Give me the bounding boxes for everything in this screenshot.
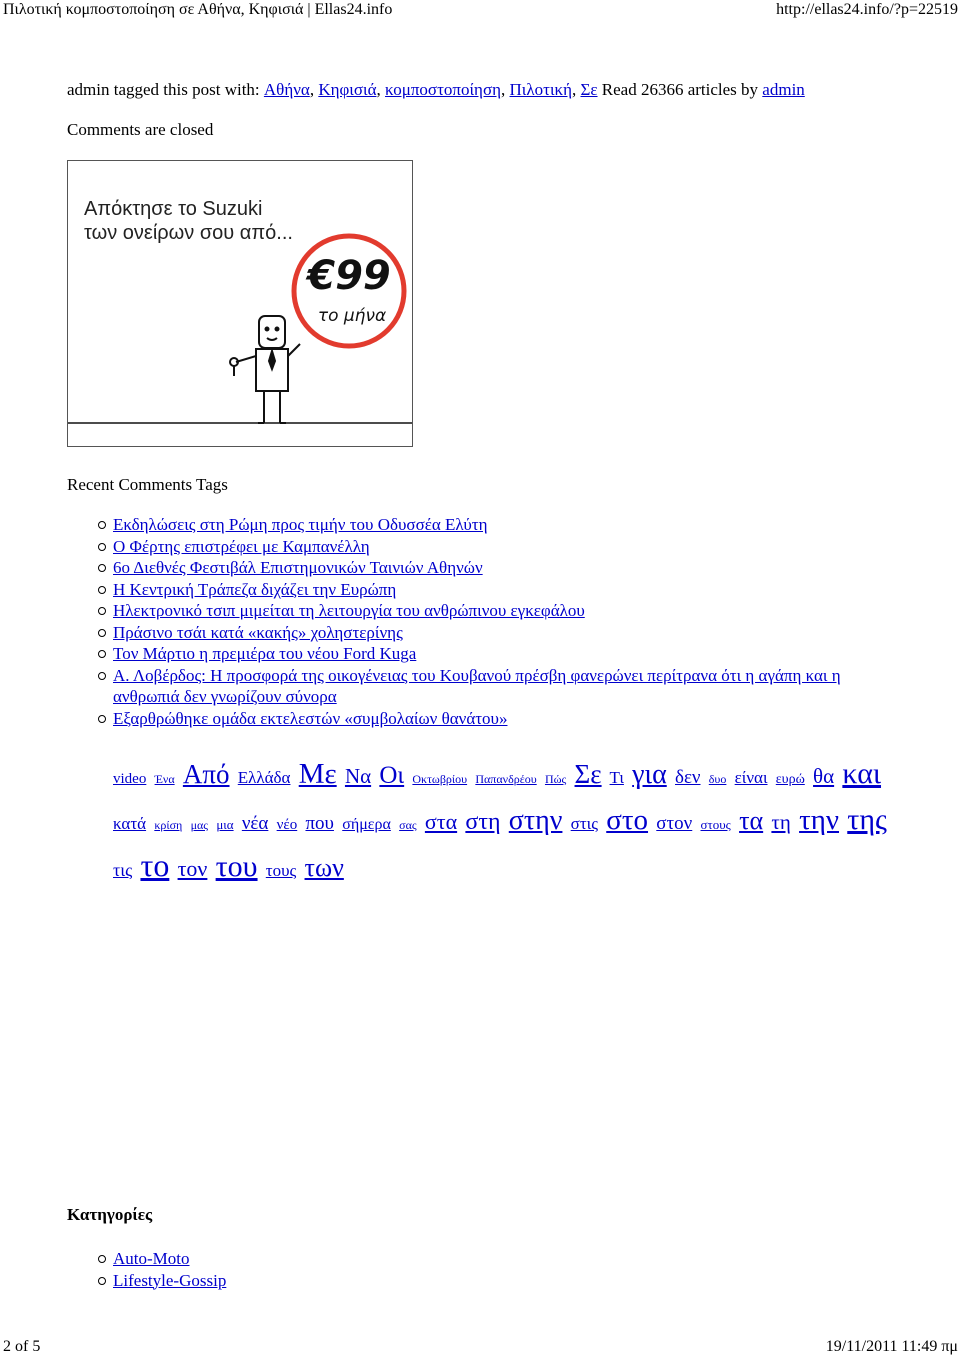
list-item — [113, 665, 883, 708]
category-link-lifestyle-gossip[interactable]: Lifestyle-Gossip — [113, 1270, 227, 1290]
print-footer — [0, 1337, 960, 1357]
print-datetime: 19/11/2011 11:49 πμ — [825, 1338, 958, 1355]
recent-post-link[interactable]: Τον Μάρτιο η πρεμιέρα του νέου Ford Kuga — [113, 644, 417, 663]
tag-cloud-link[interactable]: κρίση — [154, 818, 183, 832]
recent-post-link[interactable]: Α. Λοβέρδος: Η προσφορά της οικογένειας του Κουβανού πρέσβη φανερώνει περίτρανα ότι η αγάπη και η ανθρωπιά δεν γνωρίζουν σύνορα — [113, 665, 841, 706]
recent-post-link[interactable]: Πράσινο τσάι κατά «κακής» χοληστερίνης — [113, 622, 403, 642]
recent-post-link[interactable]: 6ο Διεθνές Φεστιβάλ Επιστημονικών Ταινιών Αθηνών — [113, 558, 483, 577]
list-item — [113, 622, 883, 644]
tag-cloud-link[interactable]: που — [305, 813, 334, 834]
tag-cloud-link[interactable]: Τι — [609, 768, 624, 787]
tag-cloud — [113, 754, 893, 891]
tag-link-pilotiki[interactable]: Πιλοτική — [509, 80, 572, 99]
tag-link-athina[interactable]: Αθήνα — [263, 80, 310, 99]
tag-cloud-link[interactable]: τον — [177, 856, 208, 881]
tag-cloud-link[interactable]: σας — [399, 818, 417, 832]
tag-cloud-link[interactable]: κατά — [113, 814, 147, 833]
tag-cloud-link[interactable]: Πώς — [544, 772, 567, 786]
tag-cloud-link[interactable]: Με — [298, 758, 337, 790]
tag-cloud-link[interactable]: είναι — [734, 768, 768, 787]
author-link[interactable]: admin — [762, 80, 805, 99]
page-number: 2 of 5 — [3, 1338, 41, 1355]
ad-price: €99 — [307, 253, 391, 299]
tag-cloud-link[interactable]: video — [113, 771, 147, 787]
page-url: http://ellas24.info/?p=22519 — [776, 1, 958, 18]
tag-cloud-link[interactable]: μια — [216, 817, 234, 832]
list-item — [113, 579, 883, 601]
tag-cloud-link[interactable]: τους — [265, 861, 297, 880]
list-item — [113, 536, 883, 558]
read-articles-text: Read 26366 articles by — [601, 80, 759, 99]
tag-cloud-link[interactable]: δυο — [708, 772, 727, 786]
list-item — [113, 514, 883, 536]
tag-cloud-link[interactable]: ευρώ — [775, 772, 805, 787]
sidebar-recent-heading: Recent Comments Tags — [67, 475, 228, 494]
tag-cloud-link[interactable]: δεν — [675, 767, 701, 788]
category-link-auto-moto[interactable]: Auto-Moto — [113, 1249, 190, 1268]
tag-link-se[interactable]: Σε — [580, 80, 598, 99]
recent-post-link[interactable]: Εκδηλώσεις στη Ρώμη προς τιμήν του Οδυσσέα Ελύτη — [113, 515, 488, 534]
tag-cloud-link[interactable]: Σε — [574, 759, 602, 789]
tag-cloud-link[interactable]: Παπανδρέου — [475, 772, 537, 786]
recent-post-link[interactable]: Εξαρθρώθηκε ομάδα εκτελεστών «συμβολαίων θανάτου» — [113, 708, 508, 728]
tag-cloud-link[interactable]: και — [842, 757, 882, 790]
ad-price-sub: το μήνα — [317, 306, 387, 326]
tag-cloud-link[interactable]: της — [847, 803, 887, 836]
tag-link-kifisia[interactable]: Κηφισιά — [318, 80, 377, 99]
tag-cloud-link[interactable]: στο — [606, 804, 649, 836]
recent-post-link[interactable]: Ο Φέρτης επιστρέφει με Καμπανέλλη — [113, 536, 370, 556]
tagged-prefix: admin tagged this post with: — [67, 80, 260, 99]
tag-cloud-link[interactable]: σήμερα — [342, 816, 391, 833]
comments-closed-notice: Comments are closed — [67, 120, 214, 139]
tag-cloud-link[interactable]: Από — [182, 759, 230, 789]
tag-cloud-link[interactable]: στα — [424, 809, 458, 834]
tag-cloud-link[interactable]: τις — [113, 860, 133, 880]
list-item — [113, 643, 883, 665]
tag-cloud-link[interactable]: την — [799, 804, 840, 836]
list-item — [113, 557, 883, 579]
ad-illustration — [68, 161, 412, 446]
tag-cloud-link[interactable]: θα — [813, 764, 835, 788]
tag-cloud-link[interactable]: μας — [190, 818, 209, 832]
tag-cloud-link[interactable]: στους — [700, 817, 731, 832]
tag-cloud-link[interactable]: Οι — [379, 762, 405, 789]
tag-cloud-link[interactable]: νέα — [241, 813, 269, 834]
list-item — [113, 708, 883, 730]
tag-cloud-link[interactable]: τα — [739, 806, 764, 835]
tag-cloud-link[interactable]: για — [632, 759, 667, 790]
tag-cloud-link[interactable]: στην — [508, 805, 563, 836]
tag-cloud-link[interactable]: του — [215, 850, 258, 883]
price-circle — [294, 236, 404, 346]
recent-post-link[interactable]: Η Κεντρική Τράπεζα διχάζει την Ευρώπη — [113, 579, 397, 599]
suzuki-ad-banner[interactable] — [67, 160, 413, 447]
tag-cloud-link[interactable]: στον — [656, 813, 693, 834]
print-header — [0, 0, 960, 22]
tag-cloud-link[interactable]: Ελλάδα — [237, 768, 291, 787]
tag-cloud-link[interactable]: νέο — [276, 817, 298, 833]
tag-cloud-link[interactable]: το — [140, 847, 170, 883]
tag-cloud-link[interactable]: Ένα — [154, 772, 175, 786]
ad-headline-line1: Απόκτησε το Suzuki — [84, 198, 263, 220]
post-tag-line: admin tagged this post with: Αθήνα, Κηφισιά, κομποστοποίηση, Πιλοτική, Σε Read 26366 articles by admin — [67, 80, 805, 99]
tag-cloud-link[interactable]: Να — [344, 764, 372, 788]
ad-headline-line2: των ονείρων σου από... — [84, 222, 293, 244]
tag-cloud-link[interactable]: στη — [465, 809, 501, 835]
recent-post-link[interactable]: Ηλεκτρονικό τσιπ μιμείται τη λειτουργία του ανθρώπινου εγκεφάλου — [113, 601, 585, 620]
tag-cloud-link[interactable]: στις — [570, 814, 598, 833]
cartoon-man-icon — [230, 316, 300, 423]
tag-link-kompostopoiisi[interactable]: κομποστοποίηση — [385, 80, 502, 99]
tag-cloud-link[interactable]: Οκτωβρίου — [412, 772, 468, 786]
list-item — [113, 1270, 226, 1292]
list-item — [113, 1248, 226, 1270]
page-title: Πιλοτική κομποστοποίηση σε Αθήνα, Κηφισιά | Ellas24.info — [3, 1, 393, 18]
tag-cloud-link[interactable]: τη — [771, 810, 791, 834]
categories-heading: Κατηγορίες — [67, 1205, 153, 1224]
recent-posts-list — [113, 514, 883, 729]
categories-list — [113, 1248, 226, 1291]
list-item — [113, 600, 883, 622]
tag-cloud-link[interactable]: των — [304, 853, 344, 882]
